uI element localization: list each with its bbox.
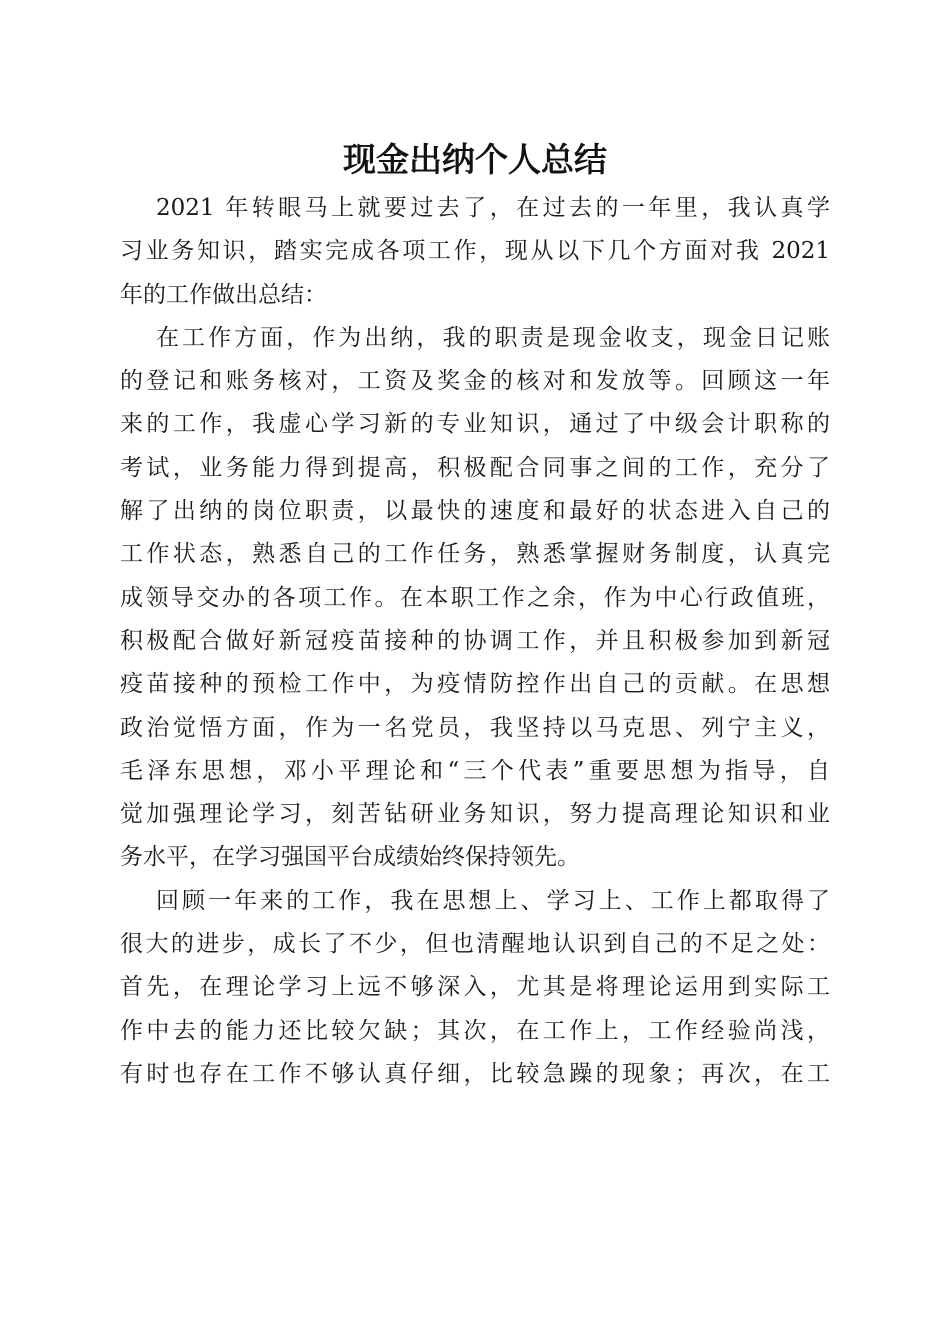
- paragraph-line: 考试，业务能力得到提高，积极配合同事之间的工作，充分了: [120, 454, 830, 481]
- document-title: 现金出纳个人总结: [343, 140, 607, 179]
- paragraph-line: 的登记和账务核对，工资及奖金的核对和发放等。回顾这一年: [120, 368, 830, 395]
- paragraph-line: 回顾一年来的工作，我在思想上、学习上、工作上都取得了: [156, 887, 830, 914]
- paragraph-line: 来的工作，我虚心学习新的专业知识，通过了中级会计职称的: [120, 411, 830, 438]
- paragraph-line: 习业务知识，踏实完成各项工作，现从以下几个方面对我 2021: [120, 238, 830, 265]
- paragraph-line: 疫苗接种的预检工作中，为疫情防控作出自己的贡献。在思想: [120, 671, 830, 698]
- paragraph-line: 务水平，在学习强国平台成绩始终保持领先。: [120, 844, 580, 871]
- paragraph-3: [120, 880, 830, 1096]
- paragraph-2: [120, 317, 830, 880]
- document-body: [120, 187, 830, 1096]
- paragraph-line: 2021 年转眼马上就要过去了，在过去的一年里，我认真学: [156, 195, 830, 221]
- paragraph-line: 毛泽东思想，邓小平理论和“三个代表”重要思想为指导，自: [120, 757, 830, 784]
- paragraph-line: 觉加强理论学习，刻苦钻研业务知识，努力提高理论知识和业: [120, 801, 830, 828]
- paragraph-line: 作中去的能力还比较欠缺；其次，在工作上，工作经验尚浅，: [120, 1017, 830, 1044]
- paragraph-line: 政治觉悟方面，作为一名党员，我坚持以马克思、列宁主义，: [120, 714, 830, 741]
- paragraph-1: [120, 187, 830, 317]
- paragraph-line: 首先，在理论学习上远不够深入，尤其是将理论运用到实际工: [120, 974, 830, 1001]
- paragraph-line: 解了出纳的岗位职责，以最快的速度和最好的状态进入自己的: [120, 498, 830, 525]
- paragraph-line: 年的工作做出总结：: [120, 281, 327, 308]
- paragraph-line: 成领导交办的各项工作。在本职工作之余，作为中心行政值班，: [120, 584, 830, 611]
- paragraph-line: 积极配合做好新冠疫苗接种的协调工作，并且积极参加到新冠: [120, 627, 830, 654]
- paragraph-line: 有时也存在工作不够认真仔细，比较急躁的现象；再次，在工: [120, 1060, 830, 1087]
- paragraph-line: 很大的进步，成长了不少，但也清醒地认识到自己的不足之处：: [120, 931, 830, 958]
- paragraph-line: 工作状态，熟悉自己的工作任务，熟悉掌握财务制度，认真完: [120, 541, 830, 568]
- paragraph-line: 在工作方面，作为出纳，我的职责是现金收支，现金日记账: [156, 324, 830, 351]
